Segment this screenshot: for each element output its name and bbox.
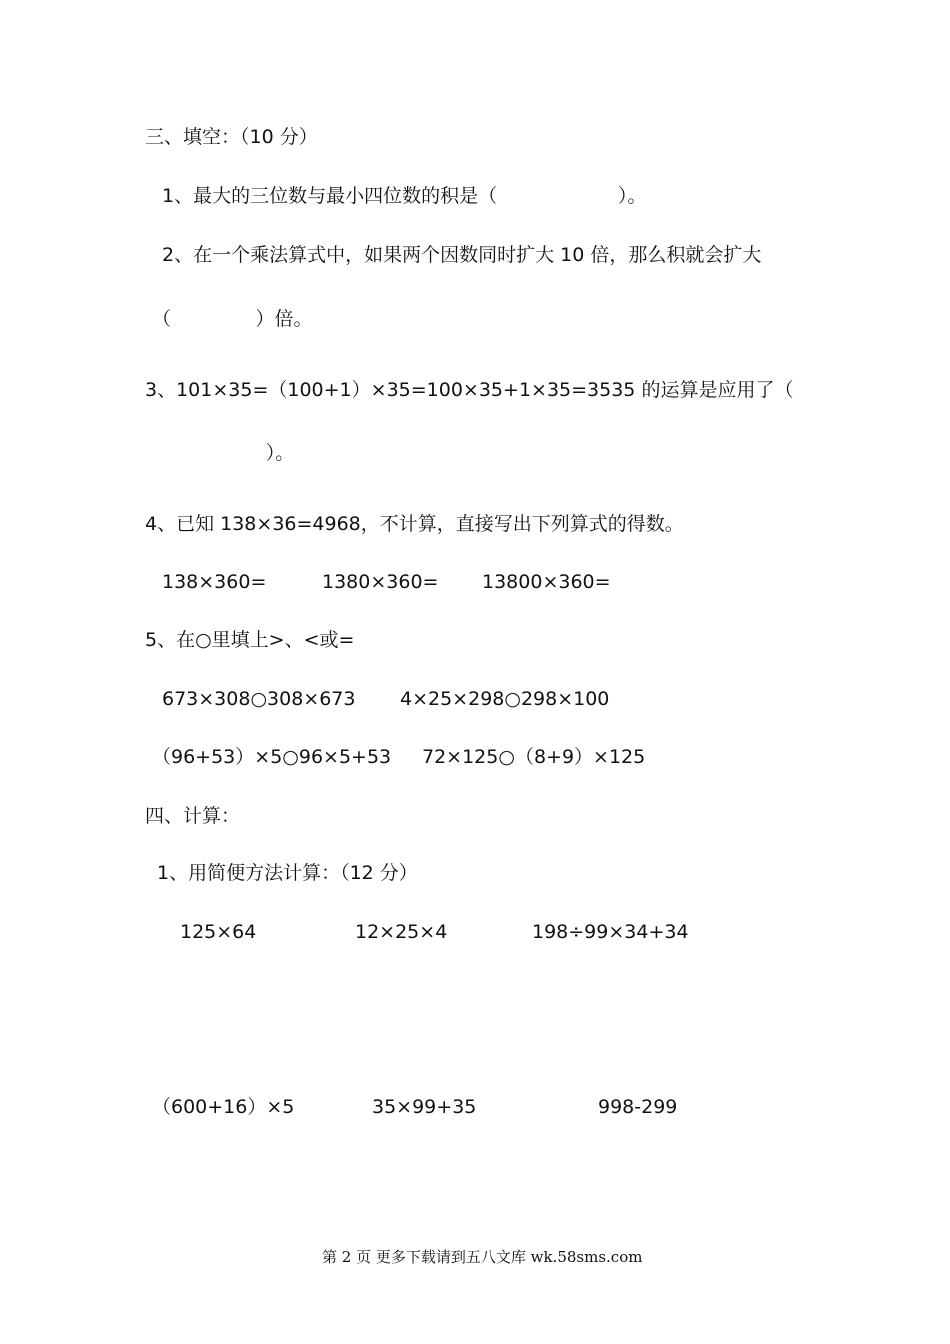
section4-sub1: 1、用简便方法计算：（12 分） [157, 862, 418, 884]
question-4: 4、已知 138×36=4968，不计算，直接写出下列算式的得数。 [145, 513, 684, 535]
calc-row2-item-2: 35×99+35 [372, 1096, 477, 1118]
section4-heading: 四、计算： [145, 805, 241, 827]
calc-row1-item-2: 12×25×4 [355, 921, 448, 943]
calc-row1-item-1: 125×64 [180, 921, 257, 943]
question-2-line2: （ ）倍。 [152, 308, 313, 330]
q5-row1-item-1: 673×308○308×673 [162, 688, 356, 710]
question-3-line2: ）。 [145, 442, 295, 464]
calc-row2-item-3: 998-299 [598, 1096, 678, 1118]
q4-item-1: 138×360= [162, 571, 267, 593]
calc-row2-item-1: （600+16）×5 [152, 1096, 295, 1118]
q4-item-3: 13800×360= [482, 571, 611, 593]
question-1: 1、最大的三位数与最小四位数的积是（ ）。 [162, 185, 647, 207]
q4-item-2: 1380×360= [322, 571, 439, 593]
q5-row1-item-2: 4×25×298○298×100 [400, 688, 610, 710]
page-footer: 第 2 页 更多下载请到五八文库 wk.58sms.com [322, 1248, 643, 1266]
question-2-line1: 2、在一个乘法算式中，如果两个因数同时扩大 10 倍，那么积就会扩大 [162, 244, 762, 266]
calc-row1-item-3: 198÷99×34+34 [532, 921, 689, 943]
question-3-line1: 3、101×35=（100+1）×35=100×35+1×35=3535 的运算是应用了（ [145, 379, 794, 401]
section3-heading: 三、填空：（10 分） [145, 126, 318, 148]
q5-row2-item-2: 72×125○（8+9）×125 [422, 746, 646, 768]
q5-row2-item-1: （96+53）×5○96×5+53 [152, 746, 392, 768]
question-5: 5、在○里填上>、<或= [145, 629, 355, 651]
